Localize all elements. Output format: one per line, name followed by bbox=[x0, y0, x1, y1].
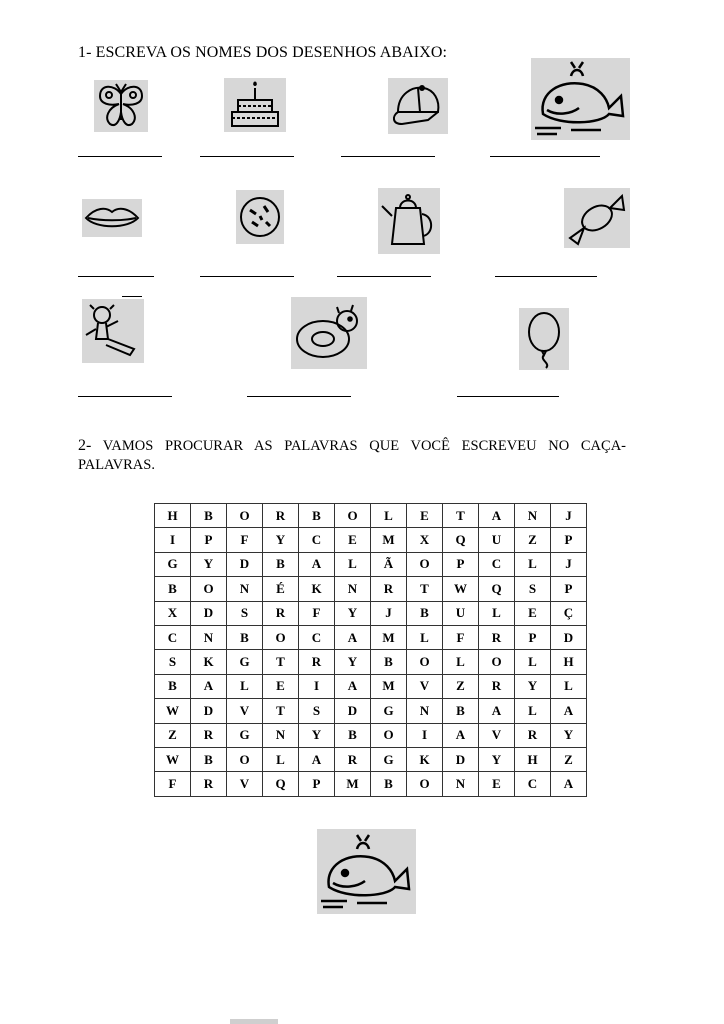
grid-cell[interactable]: Z bbox=[551, 747, 587, 771]
question-2-title bbox=[78, 436, 626, 475]
grid-cell[interactable]: D bbox=[335, 699, 371, 723]
grid-cell[interactable]: N bbox=[515, 504, 551, 528]
grid-cell[interactable]: B bbox=[407, 601, 443, 625]
grid-cell[interactable]: A bbox=[299, 747, 335, 771]
grid-cell[interactable]: Ç bbox=[551, 601, 587, 625]
grid-cell[interactable]: E bbox=[263, 674, 299, 698]
cake-icon bbox=[224, 78, 286, 132]
grid-cell[interactable]: O bbox=[407, 552, 443, 576]
answer-line[interactable] bbox=[200, 156, 294, 157]
question-1-title: 1- ESCREVA OS NOMES DOS DESENHOS ABAIXO: bbox=[78, 44, 448, 61]
question-2-text: VAMOS PROCURAR AS PALAVRAS QUE VOCÊ ESCREVEU NO CAÇA-PALAVRAS. bbox=[78, 438, 626, 473]
grid-cell[interactable]: P bbox=[191, 528, 227, 552]
grid-cell[interactable]: A bbox=[335, 625, 371, 649]
grid-cell[interactable]: L bbox=[263, 747, 299, 771]
grid-row bbox=[155, 747, 587, 771]
grid-cell[interactable]: D bbox=[551, 625, 587, 649]
answer-line[interactable] bbox=[78, 156, 162, 157]
grid-cell[interactable]: A bbox=[479, 699, 515, 723]
grid-cell[interactable]: L bbox=[227, 674, 263, 698]
answer-line[interactable] bbox=[78, 276, 154, 277]
whale-icon bbox=[531, 58, 630, 140]
answer-line[interactable] bbox=[341, 156, 435, 157]
grid-cell[interactable]: Y bbox=[263, 528, 299, 552]
grid-cell[interactable]: P bbox=[443, 552, 479, 576]
grid-cell[interactable]: A bbox=[191, 674, 227, 698]
grid-row bbox=[155, 674, 587, 698]
grid-cell[interactable]: L bbox=[443, 650, 479, 674]
grid-cell[interactable]: S bbox=[227, 601, 263, 625]
cookie-icon bbox=[236, 190, 284, 244]
grid-cell[interactable]: H bbox=[551, 650, 587, 674]
grid-cell[interactable]: C bbox=[155, 625, 191, 649]
grid-cell[interactable]: G bbox=[371, 699, 407, 723]
grid-cell[interactable]: B bbox=[371, 650, 407, 674]
grid-cell[interactable]: U bbox=[479, 528, 515, 552]
grid-cell[interactable]: L bbox=[371, 504, 407, 528]
doll-icon bbox=[82, 299, 144, 363]
grid-cell[interactable]: Z bbox=[515, 528, 551, 552]
grid-cell[interactable]: C bbox=[299, 528, 335, 552]
grid-cell[interactable]: O bbox=[335, 504, 371, 528]
answer-line[interactable] bbox=[490, 156, 600, 157]
grid-cell[interactable]: O bbox=[227, 747, 263, 771]
grid-cell[interactable]: Q bbox=[263, 772, 299, 796]
grid-cell[interactable]: P bbox=[551, 528, 587, 552]
answer-line[interactable] bbox=[78, 396, 172, 397]
grid-cell[interactable]: E bbox=[335, 528, 371, 552]
grid-cell[interactable]: R bbox=[299, 650, 335, 674]
grid-cell[interactable]: F bbox=[227, 528, 263, 552]
whale-icon bbox=[317, 829, 416, 914]
grid-row bbox=[155, 504, 587, 528]
grid-cell[interactable]: H bbox=[155, 504, 191, 528]
answer-line[interactable] bbox=[247, 396, 351, 397]
grid-cell[interactable]: K bbox=[191, 650, 227, 674]
cap-icon bbox=[388, 78, 448, 134]
grid-row bbox=[155, 577, 587, 601]
grid-row bbox=[155, 699, 587, 723]
candy-icon bbox=[564, 188, 630, 248]
grid-cell[interactable]: J bbox=[551, 552, 587, 576]
grid-cell[interactable]: I bbox=[155, 528, 191, 552]
answer-line[interactable] bbox=[495, 276, 597, 277]
grid-cell[interactable]: N bbox=[335, 577, 371, 601]
grid-cell[interactable]: W bbox=[155, 747, 191, 771]
grid-cell[interactable]: I bbox=[407, 723, 443, 747]
grid-cell[interactable]: B bbox=[191, 747, 227, 771]
grid-row bbox=[155, 552, 587, 576]
grid-cell[interactable]: S bbox=[515, 577, 551, 601]
grid-cell[interactable]: E bbox=[515, 601, 551, 625]
grid-cell[interactable]: B bbox=[443, 699, 479, 723]
grid-cell[interactable]: Y bbox=[479, 747, 515, 771]
grid-cell[interactable]: A bbox=[551, 772, 587, 796]
grid-cell[interactable]: T bbox=[407, 577, 443, 601]
grid-cell[interactable]: W bbox=[443, 577, 479, 601]
grid-row bbox=[155, 528, 587, 552]
grid-cell[interactable]: N bbox=[407, 699, 443, 723]
balloon-icon bbox=[519, 308, 569, 370]
grid-cell[interactable]: F bbox=[299, 601, 335, 625]
grid-cell[interactable]: O bbox=[371, 723, 407, 747]
grid-cell[interactable]: M bbox=[371, 528, 407, 552]
grid-cell[interactable]: M bbox=[371, 674, 407, 698]
grid-cell[interactable]: R bbox=[335, 747, 371, 771]
grid-cell[interactable]: N bbox=[191, 625, 227, 649]
grid-cell[interactable]: M bbox=[371, 625, 407, 649]
grid-row bbox=[155, 601, 587, 625]
grid-cell[interactable]: D bbox=[227, 552, 263, 576]
grid-cell[interactable]: G bbox=[155, 552, 191, 576]
grid-cell[interactable]: Y bbox=[191, 552, 227, 576]
grid-cell[interactable]: L bbox=[551, 674, 587, 698]
grid-cell[interactable]: L bbox=[407, 625, 443, 649]
grid-cell[interactable]: R bbox=[479, 625, 515, 649]
page-mark bbox=[230, 1019, 278, 1024]
grid-cell[interactable]: O bbox=[227, 504, 263, 528]
grid-cell[interactable]: N bbox=[443, 772, 479, 796]
grid-cell[interactable]: E bbox=[479, 772, 515, 796]
grid-cell[interactable]: A bbox=[443, 723, 479, 747]
grid-cell[interactable]: B bbox=[371, 772, 407, 796]
grid-cell[interactable]: D bbox=[443, 747, 479, 771]
grid-cell[interactable]: P bbox=[299, 772, 335, 796]
grid-cell[interactable]: B bbox=[335, 723, 371, 747]
grid-cell[interactable]: E bbox=[407, 504, 443, 528]
grid-cell[interactable]: I bbox=[299, 674, 335, 698]
grid-cell[interactable]: H bbox=[515, 747, 551, 771]
grid-cell[interactable]: P bbox=[515, 625, 551, 649]
grid-cell[interactable]: Y bbox=[335, 601, 371, 625]
grid-cell[interactable]: A bbox=[335, 674, 371, 698]
grid-cell[interactable]: J bbox=[371, 601, 407, 625]
grid-cell[interactable]: Y bbox=[551, 723, 587, 747]
grid-row bbox=[155, 625, 587, 649]
answer-line-fragment bbox=[122, 296, 142, 297]
butterfly-icon bbox=[94, 80, 148, 132]
grid-cell[interactable]: R bbox=[191, 723, 227, 747]
grid-cell[interactable]: G bbox=[227, 650, 263, 674]
grid-cell[interactable]: Z bbox=[155, 723, 191, 747]
grid-cell[interactable]: B bbox=[155, 577, 191, 601]
grid-cell[interactable]: R bbox=[371, 577, 407, 601]
grid-cell[interactable]: R bbox=[479, 674, 515, 698]
grid-cell[interactable]: N bbox=[227, 577, 263, 601]
grid-cell[interactable]: Y bbox=[299, 723, 335, 747]
swim-ring-icon bbox=[291, 297, 367, 369]
grid-cell[interactable]: L bbox=[479, 601, 515, 625]
grid-cell[interactable]: É bbox=[263, 577, 299, 601]
grid-row bbox=[155, 772, 587, 796]
grid-cell[interactable]: O bbox=[191, 577, 227, 601]
grid-cell[interactable]: O bbox=[479, 650, 515, 674]
grid-cell[interactable]: G bbox=[227, 723, 263, 747]
grid-cell[interactable]: K bbox=[407, 747, 443, 771]
grid-cell[interactable]: L bbox=[335, 552, 371, 576]
grid-cell[interactable]: Z bbox=[443, 674, 479, 698]
grid-cell[interactable]: B bbox=[299, 504, 335, 528]
grid-cell[interactable]: B bbox=[191, 504, 227, 528]
grid-cell[interactable]: B bbox=[155, 674, 191, 698]
grid-cell[interactable]: C bbox=[299, 625, 335, 649]
grid-cell[interactable]: U bbox=[443, 601, 479, 625]
word-search-grid bbox=[154, 503, 587, 797]
grid-cell[interactable]: J bbox=[551, 504, 587, 528]
grid-cell[interactable]: T bbox=[443, 504, 479, 528]
grid-cell[interactable]: Q bbox=[479, 577, 515, 601]
grid-cell[interactable]: F bbox=[155, 772, 191, 796]
question-2-number: 2- bbox=[78, 437, 92, 454]
lips-icon bbox=[82, 199, 142, 237]
grid-cell[interactable]: V bbox=[227, 699, 263, 723]
grid-cell[interactable]: V bbox=[227, 772, 263, 796]
grid-cell[interactable]: T bbox=[263, 699, 299, 723]
grid-cell[interactable]: A bbox=[299, 552, 335, 576]
grid-cell[interactable]: Y bbox=[335, 650, 371, 674]
grid-cell[interactable]: X bbox=[155, 601, 191, 625]
grid-cell[interactable]: O bbox=[263, 625, 299, 649]
grid-cell[interactable]: C bbox=[515, 772, 551, 796]
grid-cell[interactable]: R bbox=[515, 723, 551, 747]
grid-row bbox=[155, 650, 587, 674]
answer-line[interactable] bbox=[457, 396, 559, 397]
grid-cell[interactable]: A bbox=[479, 504, 515, 528]
grid-cell[interactable]: G bbox=[371, 747, 407, 771]
grid-cell[interactable]: R bbox=[263, 504, 299, 528]
grid-cell[interactable]: D bbox=[191, 699, 227, 723]
grid-cell[interactable]: O bbox=[407, 772, 443, 796]
answer-line[interactable] bbox=[200, 276, 294, 277]
grid-cell[interactable]: B bbox=[263, 552, 299, 576]
grid-cell[interactable]: D bbox=[191, 601, 227, 625]
grid-cell[interactable]: S bbox=[155, 650, 191, 674]
grid-cell[interactable]: C bbox=[479, 552, 515, 576]
grid-row bbox=[155, 723, 587, 747]
grid-cell[interactable]: X bbox=[407, 528, 443, 552]
answer-line[interactable] bbox=[337, 276, 431, 277]
grid-cell[interactable]: R bbox=[263, 601, 299, 625]
grid-cell[interactable]: F bbox=[443, 625, 479, 649]
grid-cell[interactable]: W bbox=[155, 699, 191, 723]
grid-cell[interactable]: L bbox=[515, 650, 551, 674]
grid-cell[interactable]: V bbox=[407, 674, 443, 698]
grid-cell[interactable]: Q bbox=[443, 528, 479, 552]
grid-cell[interactable]: S bbox=[299, 699, 335, 723]
grid-cell[interactable]: Ã bbox=[371, 552, 407, 576]
grid-cell[interactable]: B bbox=[227, 625, 263, 649]
teapot-icon bbox=[378, 188, 440, 254]
grid-cell[interactable]: R bbox=[191, 772, 227, 796]
grid-cell[interactable]: Y bbox=[515, 674, 551, 698]
grid-cell[interactable]: P bbox=[551, 577, 587, 601]
grid-cell[interactable]: M bbox=[335, 772, 371, 796]
grid-cell[interactable]: L bbox=[515, 552, 551, 576]
grid-cell[interactable]: V bbox=[479, 723, 515, 747]
grid-cell[interactable]: L bbox=[515, 699, 551, 723]
grid-cell[interactable]: O bbox=[407, 650, 443, 674]
grid-cell[interactable]: K bbox=[299, 577, 335, 601]
grid-cell[interactable]: T bbox=[263, 650, 299, 674]
grid-cell[interactable]: N bbox=[263, 723, 299, 747]
grid-cell[interactable]: A bbox=[551, 699, 587, 723]
